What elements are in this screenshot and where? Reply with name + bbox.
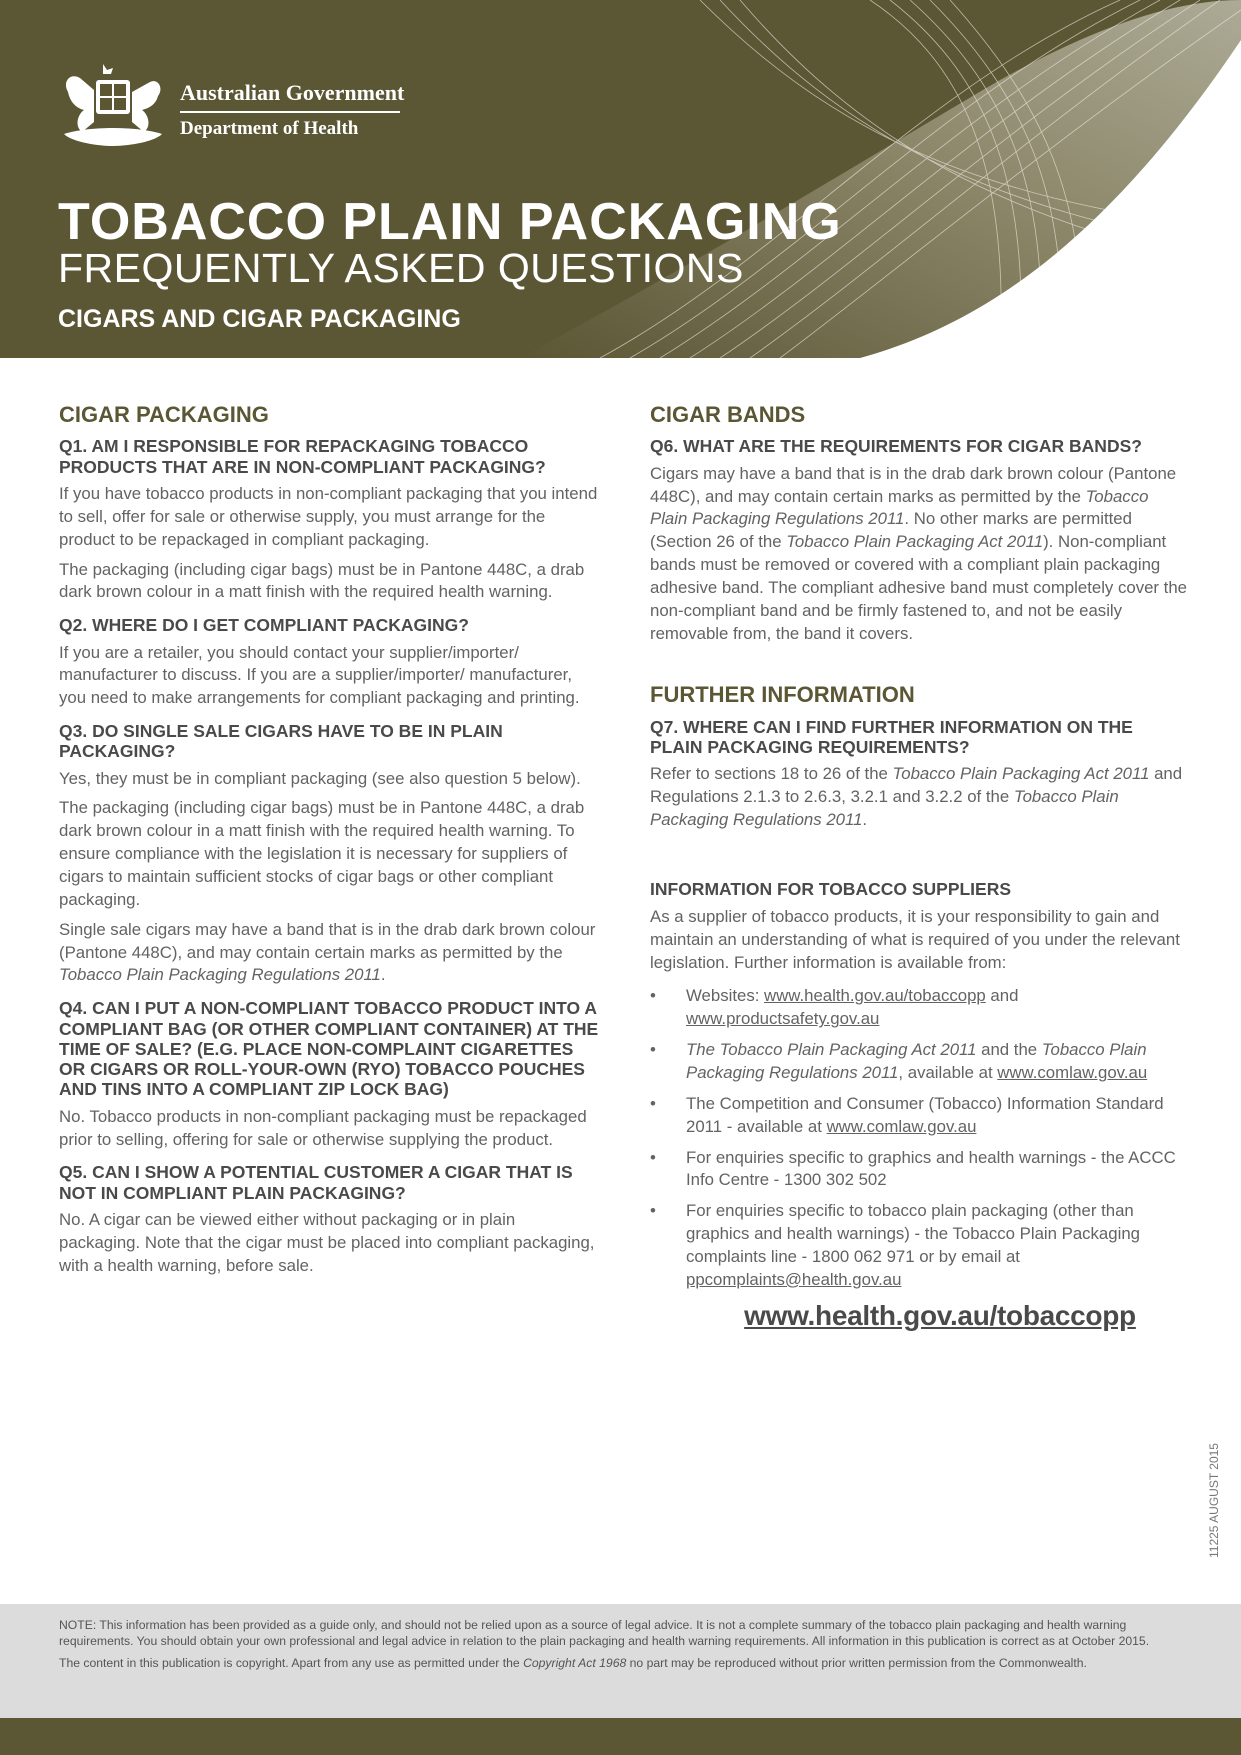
answer-paragraph: Yes, they must be in compliant packaging (see also question 5 below). xyxy=(59,768,581,788)
comlaw-website-link[interactable]: www.comlaw.gov.au xyxy=(826,1116,977,1136)
right-column xyxy=(650,402,1190,1332)
list-item: • For enquiries specific to graphics and health warnings - the ACCC Info Centre - 1300 302 502 xyxy=(650,1147,1190,1193)
page-subtitle: FREQUENTLY ASKED QUESTIONS xyxy=(58,245,744,291)
complaints-email-link[interactable]: ppcomplaints@health.gov.au xyxy=(686,1269,902,1289)
page-topic: CIGARS AND CIGAR PACKAGING xyxy=(58,305,461,333)
question-2: Q2. WHERE DO I GET COMPLIANT PACKAGING? xyxy=(59,615,469,636)
list-item: • Websites: www.health.gov.au/tobaccopp and www.productsafety.gov.au xyxy=(650,985,1190,1031)
question-5: Q5. CAN I SHOW A POTENTIAL CUSTOMER A CIGAR THAT IS NOT IN COMPLIANT PLAIN PACKAGING? xyxy=(59,1162,573,1203)
answer-paragraph: The packaging (including cigar bags) must be in Pantone 448C, a drab dark brown colour in a matt finish with the required health warning. To ensure compliance with the legislation it is necessary for suppliers of cigars to maintain sufficient stocks of cigar bags or other compliant packaging. xyxy=(59,798,585,909)
health-website-link[interactable]: www.health.gov.au/tobaccopp xyxy=(764,986,986,1006)
suppliers-heading: INFORMATION FOR TOBACCO SUPPLIERS xyxy=(650,878,1012,899)
question-4: Q4. CAN I PUT A NON-COMPLIANT TOBACCO PRODUCT INTO A COMPLIANT BAG (OR OTHER COMPLIANT CONTAINER) AT THE TIME OF SALE? (E.G. PLACE NON-COMPLAINT CIGARETTES OR CIGARS OR ROLL-YOUR-OWN (RYO) TOBACCO POUCHES AND TINS INTO A COMPLIANT ZIP LOCK BAG) xyxy=(59,998,599,1100)
department-name: Department of Health xyxy=(180,118,359,139)
header-banner xyxy=(0,0,1241,358)
left-column xyxy=(59,402,599,1285)
section-heading: CIGAR BANDS xyxy=(650,402,806,427)
comlaw-website-link[interactable]: www.comlaw.gov.au xyxy=(997,1063,1148,1083)
footer-disclaimer xyxy=(0,1604,1241,1718)
resources-list xyxy=(650,985,1190,1291)
logo-divider xyxy=(180,111,400,113)
copyright-note: The content in this publication is copyright. Apart from any use as permitted under the Copyright Act 1968 no part may be reproduced without prior written permission from the Commonwealth. xyxy=(59,1655,1087,1670)
answer-paragraph: No. Tobacco products in non-compliant packaging must be repackaged prior to selling, offering for sale or otherwise supplying the product. xyxy=(59,1106,587,1149)
answer-paragraph: Refer to sections 18 to 26 of the Tobacco Plain Packaging Act 2011 and Regulations 2.1.3 to 2.6.3, 3.2.1 and 3.2.2 of the Tobacco Plain Packaging Regulations 2011. xyxy=(650,764,1183,830)
section-heading: FURTHER INFORMATION xyxy=(650,682,915,708)
main-website-link[interactable]: www.health.gov.au/tobaccopp xyxy=(744,1299,1136,1331)
disclaimer-note: NOTE: This information has been provided as a guide only, and should not be relied upon as a source of legal advice. It is not a complete summary of the tobacco plain packaging and health warning requirements. You should obtain your own professional and legal advice in relation to the plain packaging and health warning requirements. All information in this publication is correct as at October 2015. xyxy=(59,1618,1150,1648)
page-title: TOBACCO PLAIN PACKAGING xyxy=(58,193,842,251)
answer-paragraph: No. A cigar can be viewed either without packaging or in plain packaging. Note that the cigar must be placed into compliant packaging, with a health warning, before sale. xyxy=(59,1209,595,1275)
government-name: Australian Government xyxy=(180,80,405,105)
footer-bar xyxy=(0,1718,1241,1755)
government-logo xyxy=(58,62,403,148)
question-7: Q7. WHERE CAN I FIND FURTHER INFORMATION ON THE PLAIN PACKAGING REQUIREMENTS? xyxy=(650,716,1133,758)
question-6: Q6. WHAT ARE THE REQUIREMENTS FOR CIGAR BANDS? xyxy=(650,436,1142,457)
publication-code: 11225 AUGUST 2015 xyxy=(1207,1443,1221,1558)
list-item: • For enquiries specific to tobacco plain packaging (other than graphics and health warnings) - the Tobacco Plain Packaging complaints line - 1800 062 971 or by email at ppcomplaints@health.gov.au xyxy=(650,1200,1190,1291)
answer-paragraph: Single sale cigars may have a band that is in the drab dark brown colour (Pantone 448C), and may contain certain marks as permitted by the Tobacco Plain Packaging Regulations 2011. xyxy=(59,919,596,985)
answer-paragraph: Cigars may have a band that is in the drab dark brown colour (Pantone 448C), and may contain certain marks as permitted by the Tobacco Plain Packaging Regulations 2011. No other marks are permitted (Section 26 of the Tobacco Plain Packaging Act 2011). Non-compliant bands must be removed or covered with a compliant plain packaging adhesive band. The compliant adhesive band must completely cover the non-compliant band and be firmly fastened to, and not be easily removable from, the band it covers. xyxy=(650,463,1188,643)
section-heading: CIGAR PACKAGING xyxy=(59,402,269,427)
question-1: Q1. AM I RESPONSIBLE FOR REPACKAGING TOBACCO PRODUCTS THAT ARE IN NON-COMPLIANT PACKAGING? xyxy=(59,436,546,477)
list-item: • The Tobacco Plain Packaging Act 2011 and the Tobacco Plain Packaging Regulations 2011, available at www.comlaw.gov.au xyxy=(650,1039,1190,1085)
answer-paragraph: If you have tobacco products in non-compliant packaging that you intend to sell, offer for sale or otherwise supply, you must arrange for the product to be repackaged in compliant packaging. xyxy=(59,483,598,549)
productsafety-website-link[interactable]: www.productsafety.gov.au xyxy=(686,1009,880,1029)
question-3: Q3. DO SINGLE SALE CIGARS HAVE TO BE IN PLAIN PACKAGING? xyxy=(59,721,503,762)
answer-paragraph: The packaging (including cigar bags) must be in Pantone 448C, a drab dark brown colour in a matt finish with the required health warning. xyxy=(59,559,585,602)
coat-of-arms-icon xyxy=(58,62,168,148)
list-item: • The Competition and Consumer (Tobacco) Information Standard 2011 - available at www.comlaw.gov.au xyxy=(650,1093,1190,1139)
suppliers-intro: As a supplier of tobacco products, it is your responsibility to gain and maintain an understanding of what is required of you under the relevant legislation. Further information is available from: xyxy=(650,906,1180,972)
answer-paragraph: If you are a retailer, you should contact your supplier/importer/ manufacturer to discuss. If you are a supplier/importer/ manufacturer, you need to make arrangements for compliant packaging and printing. xyxy=(59,642,580,708)
